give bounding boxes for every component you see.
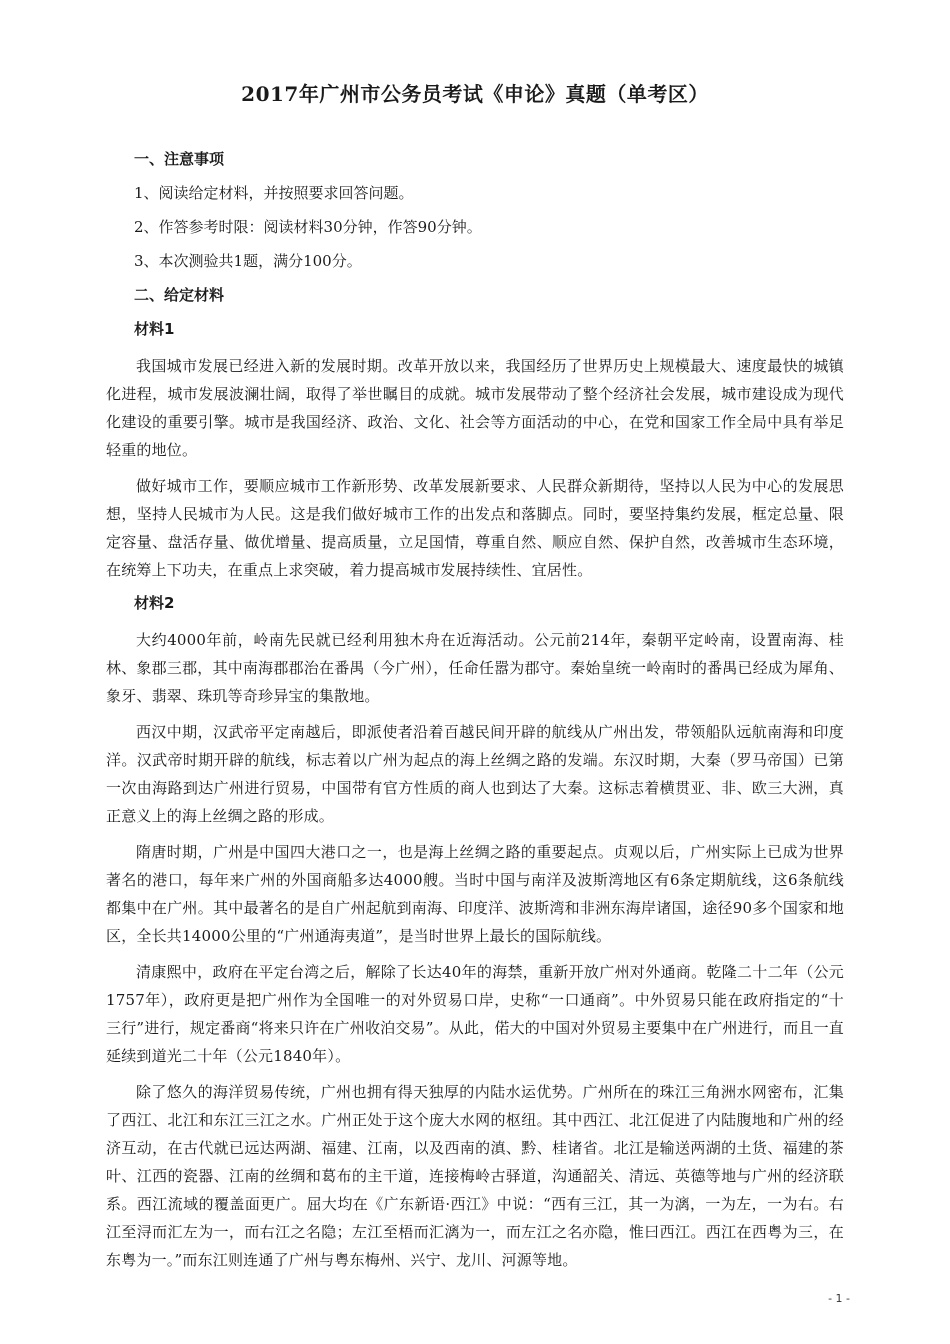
note-item: 2、作答参考时限：阅读材料30分钟，作答90分钟。 bbox=[134, 218, 482, 236]
paragraph: 大约4000年前，岭南先民就已经利用独木舟在近海活动。公元前214年，秦朝平定岭南，设置南海、桂林、象郡三郡，其中南海郡郡治在番禺（今广州），任命任嚣为郡守。秦始皇统一岭南时的番禺已经成为犀角、象牙、翡翠、珠玑等奇珍异宝的集散地。 bbox=[106, 631, 844, 705]
section-heading-materials: 二、给定材料 bbox=[134, 286, 225, 304]
paragraph: 清康熙中，政府在平定台湾之后，解除了长达40年的海禁，重新开放广州对外通商。乾隆二十二年（公元1757年），政府更是把广州作为全国唯一的对外贸易口岸，史称“一口通商”。中外贸易只能在政府指定的“十三行”进行，规定番商“将来只许在广州收泊交易”。从此，偌大的中国对外贸易主要集中在广州进行，而且一直延续到道光二十年（公元1840年）。 bbox=[106, 963, 845, 1065]
paragraph: 我国城市发展已经进入新的发展时期。改革开放以来，我国经历了世界历史上规模最大、速度最快的城镇化进程，城市发展波澜壮阔，取得了举世瞩目的成就。城市发展带动了整个经济社会发展，城市建设成为现代化建设的重要引擎。城市是我国经济、政治、文化、社会等方面活动的中心，在党和国家工作全局中具有举足轻重的地位。 bbox=[106, 357, 844, 459]
page-number: - 1 - bbox=[828, 1292, 850, 1305]
section-heading-notes: 一、注意事项 bbox=[134, 150, 225, 168]
material-1-heading: 材料1 bbox=[134, 320, 175, 338]
paragraph: 除了悠久的海洋贸易传统，广州也拥有得天独厚的内陆水运优势。广州所在的珠江三角洲水网密布，汇集了西江、北江和东江三江之水。广州正处于这个庞大水网的枢纽。其中西江、北江促进了内陆腹地和广州的经济互动，在古代就已远达两湖、福建、江南，以及西南的滇、黔、桂诸省。北江是输送两湖的土货、福建的茶叶、江西的瓷器、江南的丝绸和葛布的主干道，连接梅岭古驿道，沟通韶关、清远、英德等地与广州的经济联系。西江流域的覆盖面更广。屈大均在《广东新语·西江》中说：“西有三江，其一为漓，一为左，一为右。右江至浔而汇左为一，而右江之名隐；左江至梧而汇漓为一，而左江之名亦隐，惟曰西江。西江在西粤为三，在东粤为一。”而东江则连通了广州与粤东梅州、兴宁、龙川、河源等地。 bbox=[106, 1083, 844, 1269]
paragraph: 西汉中期，汉武帝平定南越后，即派使者沿着百越民间开辟的航线从广州出发，带领船队远航南海和印度洋。汉武帝时期开辟的航线，标志着以广州为起点的海上丝绸之路的发端。东汉时期，大秦（罗马帝国）已第一次由海路到达广州进行贸易，中国带有官方性质的商人也到达了大秦。这标志着横贯亚、非、欧三大洲，真正意义上的海上丝绸之路的形成。 bbox=[106, 723, 844, 825]
note-item: 1、阅读给定材料，并按照要求回答问题。 bbox=[134, 184, 414, 202]
paragraph: 隋唐时期，广州是中国四大港口之一，也是海上丝绸之路的重要起点。贞观以后，广州实际上已成为世界著名的港口，每年来广州的外国商船多达4000艘。当时中国与南洋及波斯湾地区有6条定期航线，这6条航线都集中在广州。其中最著名的是自广州起航到南海、印度洋、波斯湾和非洲东海岸诸国，途径90多个国家和地区，全长共14000公里的“广州通海夷道”，是当时世界上最长的国际航线。 bbox=[106, 843, 844, 945]
material-2-heading: 材料2 bbox=[134, 594, 175, 612]
document-title: 2017年广州市公务员考试《申论》真题（单考区） bbox=[241, 82, 709, 106]
document-body bbox=[106, 148, 844, 1282]
note-item: 3、本次测验共1题，满分100分。 bbox=[134, 252, 362, 270]
paragraph: 做好城市工作，要顺应城市工作新形势、改革发展新要求、人民群众新期待，坚持以人民为中心的发展思想，坚持人民城市为人民。这是我们做好城市工作的出发点和落脚点。同时，要坚持集约发展，框定总量、限定容量、盘活存量、做优增量、提高质量，立足国情，尊重自然、顺应自然、保护自然，改善城市生态环境，在统筹上下功夫，在重点上求突破，着力提高城市发展持续性、宜居性。 bbox=[106, 477, 844, 579]
